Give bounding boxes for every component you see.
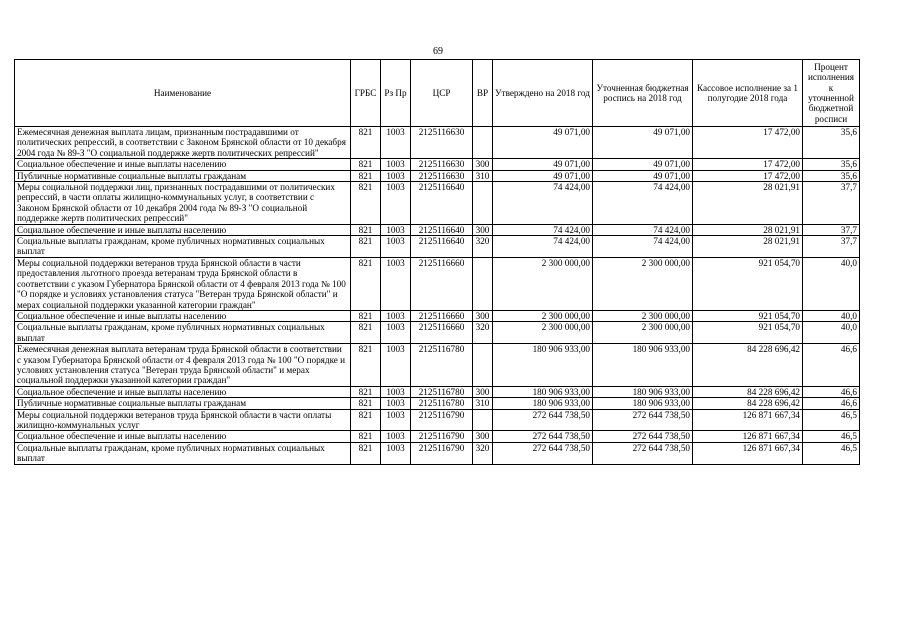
table-row xyxy=(15,236,860,258)
row-approved: 74 424,00 xyxy=(493,224,593,235)
row-rzpr: 1003 xyxy=(381,224,411,235)
row-executed: 126 871 667,34 xyxy=(693,409,803,431)
row-rzpr: 1003 xyxy=(381,127,411,159)
row-executed: 921 054,70 xyxy=(693,310,803,321)
row-executed: 84 228 696,42 xyxy=(693,398,803,409)
row-grbs: 821 xyxy=(351,236,381,258)
row-specified: 2 300 000,00 xyxy=(593,257,693,310)
row-executed: 921 054,70 xyxy=(693,257,803,310)
row-executed: 921 054,70 xyxy=(693,322,803,344)
row-executed: 126 871 667,34 xyxy=(693,431,803,442)
row-approved: 180 906 933,00 xyxy=(493,386,593,397)
header-specified: Уточненная бюджетная роспись на 2018 год xyxy=(593,60,693,127)
table-row xyxy=(15,310,860,321)
row-grbs: 821 xyxy=(351,127,381,159)
row-csr: 2125116780 xyxy=(411,398,473,409)
row-csr: 2125116780 xyxy=(411,386,473,397)
header-executed: Кассовое исполнение за 1 полугодие 2018 года xyxy=(693,60,803,127)
row-csr: 2125116630 xyxy=(411,127,473,159)
row-csr: 2125116780 xyxy=(411,344,473,387)
row-grbs: 821 xyxy=(351,322,381,344)
row-executed: 28 021,91 xyxy=(693,224,803,235)
table-row xyxy=(15,409,860,431)
row-approved: 2 300 000,00 xyxy=(493,322,593,344)
row-csr: 2125116660 xyxy=(411,257,473,310)
row-name: Публичные нормативные социальные выплаты гражданам xyxy=(15,398,351,409)
row-vr: 320 xyxy=(473,322,493,344)
row-vr xyxy=(473,344,493,387)
row-csr: 2125116640 xyxy=(411,224,473,235)
row-name: Социальное обеспечение и иные выплаты населению xyxy=(15,310,351,321)
row-percent: 46,5 xyxy=(803,442,860,464)
row-rzpr: 1003 xyxy=(381,431,411,442)
row-csr: 2125116660 xyxy=(411,322,473,344)
row-percent: 40,0 xyxy=(803,322,860,344)
row-percent: 37,7 xyxy=(803,182,860,225)
row-specified: 49 071,00 xyxy=(593,127,693,159)
row-csr: 2125116790 xyxy=(411,409,473,431)
row-vr: 320 xyxy=(473,236,493,258)
row-approved: 180 906 933,00 xyxy=(493,344,593,387)
row-vr: 300 xyxy=(473,224,493,235)
row-grbs: 821 xyxy=(351,159,381,170)
row-name: Ежемесячная денежная выплата ветеранам труда Брянской области в соответствии с указом Губернатора Брянской области от 4 февраля 2013 года № 100 "О порядке и условиях установления статуса "Ветеран труда Брянской области" и мерах социальной поддержки указанной категории граждан" xyxy=(15,344,351,387)
row-vr: 310 xyxy=(473,170,493,181)
row-grbs: 821 xyxy=(351,431,381,442)
row-specified: 74 424,00 xyxy=(593,182,693,225)
row-rzpr: 1003 xyxy=(381,159,411,170)
row-specified: 272 644 738,50 xyxy=(593,442,693,464)
row-name: Социальные выплаты гражданам, кроме публичных нормативных социальных выплат xyxy=(15,236,351,258)
table-row xyxy=(15,182,860,225)
row-specified: 49 071,00 xyxy=(593,170,693,181)
row-grbs: 821 xyxy=(351,224,381,235)
row-grbs: 821 xyxy=(351,310,381,321)
row-approved: 2 300 000,00 xyxy=(493,257,593,310)
row-specified: 49 071,00 xyxy=(593,159,693,170)
row-grbs: 821 xyxy=(351,182,381,225)
row-executed: 84 228 696,42 xyxy=(693,344,803,387)
row-rzpr: 1003 xyxy=(381,442,411,464)
row-name: Социальные выплаты гражданам, кроме публичных нормативных социальных выплат xyxy=(15,322,351,344)
row-approved: 272 644 738,50 xyxy=(493,431,593,442)
row-approved: 49 071,00 xyxy=(493,170,593,181)
row-specified: 74 424,00 xyxy=(593,236,693,258)
row-rzpr: 1003 xyxy=(381,344,411,387)
row-grbs: 821 xyxy=(351,442,381,464)
row-rzpr: 1003 xyxy=(381,322,411,344)
table-row xyxy=(15,398,860,409)
row-specified: 272 644 738,50 xyxy=(593,409,693,431)
row-name: Меры социальной поддержки лиц, признанных пострадавшими от политических репрессий, в части оплаты жилищно-коммунальных услуг, в соответствии с Законом Брянской области от 10 декабря 2004 года № 89-З "О социальной поддержке жертв политических репрессий" xyxy=(15,182,351,225)
row-specified: 272 644 738,50 xyxy=(593,431,693,442)
header-approved: Утверждено на 2018 год xyxy=(493,60,593,127)
row-executed: 17 472,00 xyxy=(693,159,803,170)
table-row xyxy=(15,170,860,181)
row-approved: 272 644 738,50 xyxy=(493,409,593,431)
row-approved: 74 424,00 xyxy=(493,182,593,225)
row-executed: 28 021,91 xyxy=(693,182,803,225)
table-row xyxy=(15,344,860,387)
row-name: Социальное обеспечение и иные выплаты населению xyxy=(15,386,351,397)
table-row xyxy=(15,159,860,170)
row-percent: 46,6 xyxy=(803,386,860,397)
row-vr xyxy=(473,127,493,159)
table-row xyxy=(15,257,860,310)
table-header-row xyxy=(15,60,860,127)
row-executed: 17 472,00 xyxy=(693,170,803,181)
row-rzpr: 1003 xyxy=(381,386,411,397)
row-percent: 46,6 xyxy=(803,344,860,387)
row-grbs: 821 xyxy=(351,344,381,387)
table-row xyxy=(15,386,860,397)
row-executed: 28 021,91 xyxy=(693,236,803,258)
header-rzpr: Рз Пр xyxy=(381,60,411,127)
row-percent: 35,6 xyxy=(803,159,860,170)
row-vr: 300 xyxy=(473,159,493,170)
row-csr: 2125116790 xyxy=(411,431,473,442)
row-grbs: 821 xyxy=(351,170,381,181)
row-vr: 300 xyxy=(473,310,493,321)
row-name: Публичные нормативные социальные выплаты гражданам xyxy=(15,170,351,181)
row-specified: 74 424,00 xyxy=(593,224,693,235)
row-csr: 2125116640 xyxy=(411,182,473,225)
row-name: Ежемесячная денежная выплата лицам, признанным пострадавшими от политических репрессий, в соответствии с Законом Брянской области от 10 декабря 2004 года № 89-З "О социальной поддержке жертв политических репрессий" xyxy=(15,127,351,159)
row-name: Социальное обеспечение и иные выплаты населению xyxy=(15,431,351,442)
row-specified: 2 300 000,00 xyxy=(593,322,693,344)
row-grbs: 821 xyxy=(351,257,381,310)
row-name: Социальные выплаты гражданам, кроме публичных нормативных социальных выплат xyxy=(15,442,351,464)
table-row xyxy=(15,431,860,442)
row-vr: 300 xyxy=(473,431,493,442)
row-vr: 320 xyxy=(473,442,493,464)
row-percent: 46,6 xyxy=(803,398,860,409)
row-percent: 46,5 xyxy=(803,431,860,442)
page-number: 69 xyxy=(433,46,443,57)
row-name: Социальное обеспечение и иные выплаты населению xyxy=(15,159,351,170)
row-csr: 2125116630 xyxy=(411,159,473,170)
header-percent: Процент исполнения к уточненной бюджетной росписи xyxy=(803,60,860,127)
row-percent: 40,0 xyxy=(803,310,860,321)
header-vr: ВР xyxy=(473,60,493,127)
row-vr xyxy=(473,409,493,431)
row-rzpr: 1003 xyxy=(381,236,411,258)
row-percent: 35,6 xyxy=(803,127,860,159)
row-approved: 180 906 933,00 xyxy=(493,398,593,409)
row-csr: 2125116790 xyxy=(411,442,473,464)
row-vr xyxy=(473,257,493,310)
row-rzpr: 1003 xyxy=(381,310,411,321)
row-rzpr: 1003 xyxy=(381,257,411,310)
row-rzpr: 1003 xyxy=(381,182,411,225)
row-rzpr: 1003 xyxy=(381,170,411,181)
table-row xyxy=(15,127,860,159)
row-name: Меры социальной поддержки ветеранов труда Брянской области в части предоставления льготного проезда ветеранам труда Брянской области в соответствии с указом Губернатора Брянской области от 4 февраля 2013 года № 100 "О порядке и условиях установления статуса "Ветеран труда Брянской области" и мерах социальной поддержки указанной категории граждан" xyxy=(15,257,351,310)
row-grbs: 821 xyxy=(351,409,381,431)
table-row xyxy=(15,224,860,235)
row-percent: 46,5 xyxy=(803,409,860,431)
row-executed: 84 228 696,42 xyxy=(693,386,803,397)
row-grbs: 821 xyxy=(351,386,381,397)
table-row xyxy=(15,442,860,464)
row-vr: 300 xyxy=(473,386,493,397)
header-grbs: ГРБС xyxy=(351,60,381,127)
budget-table xyxy=(14,59,860,465)
row-vr xyxy=(473,182,493,225)
row-executed: 126 871 667,34 xyxy=(693,442,803,464)
row-rzpr: 1003 xyxy=(381,409,411,431)
row-approved: 2 300 000,00 xyxy=(493,310,593,321)
row-name: Меры социальной поддержки ветеранов труда Брянской области в части оплаты жилищно-коммунальных услуг xyxy=(15,409,351,431)
row-csr: 2125116630 xyxy=(411,170,473,181)
row-approved: 272 644 738,50 xyxy=(493,442,593,464)
row-rzpr: 1003 xyxy=(381,398,411,409)
header-name: Наименование xyxy=(15,60,351,127)
row-csr: 2125116660 xyxy=(411,310,473,321)
row-specified: 180 906 933,00 xyxy=(593,398,693,409)
row-percent: 35,6 xyxy=(803,170,860,181)
row-vr: 310 xyxy=(473,398,493,409)
row-executed: 17 472,00 xyxy=(693,127,803,159)
row-percent: 37,7 xyxy=(803,224,860,235)
row-specified: 180 906 933,00 xyxy=(593,386,693,397)
row-approved: 74 424,00 xyxy=(493,236,593,258)
table-row xyxy=(15,322,860,344)
row-name: Социальное обеспечение и иные выплаты населению xyxy=(15,224,351,235)
row-specified: 180 906 933,00 xyxy=(593,344,693,387)
row-csr: 2125116640 xyxy=(411,236,473,258)
row-percent: 40,0 xyxy=(803,257,860,310)
row-grbs: 821 xyxy=(351,398,381,409)
row-specified: 2 300 000,00 xyxy=(593,310,693,321)
row-percent: 37,7 xyxy=(803,236,860,258)
header-csr: ЦСР xyxy=(411,60,473,127)
row-approved: 49 071,00 xyxy=(493,159,593,170)
row-approved: 49 071,00 xyxy=(493,127,593,159)
